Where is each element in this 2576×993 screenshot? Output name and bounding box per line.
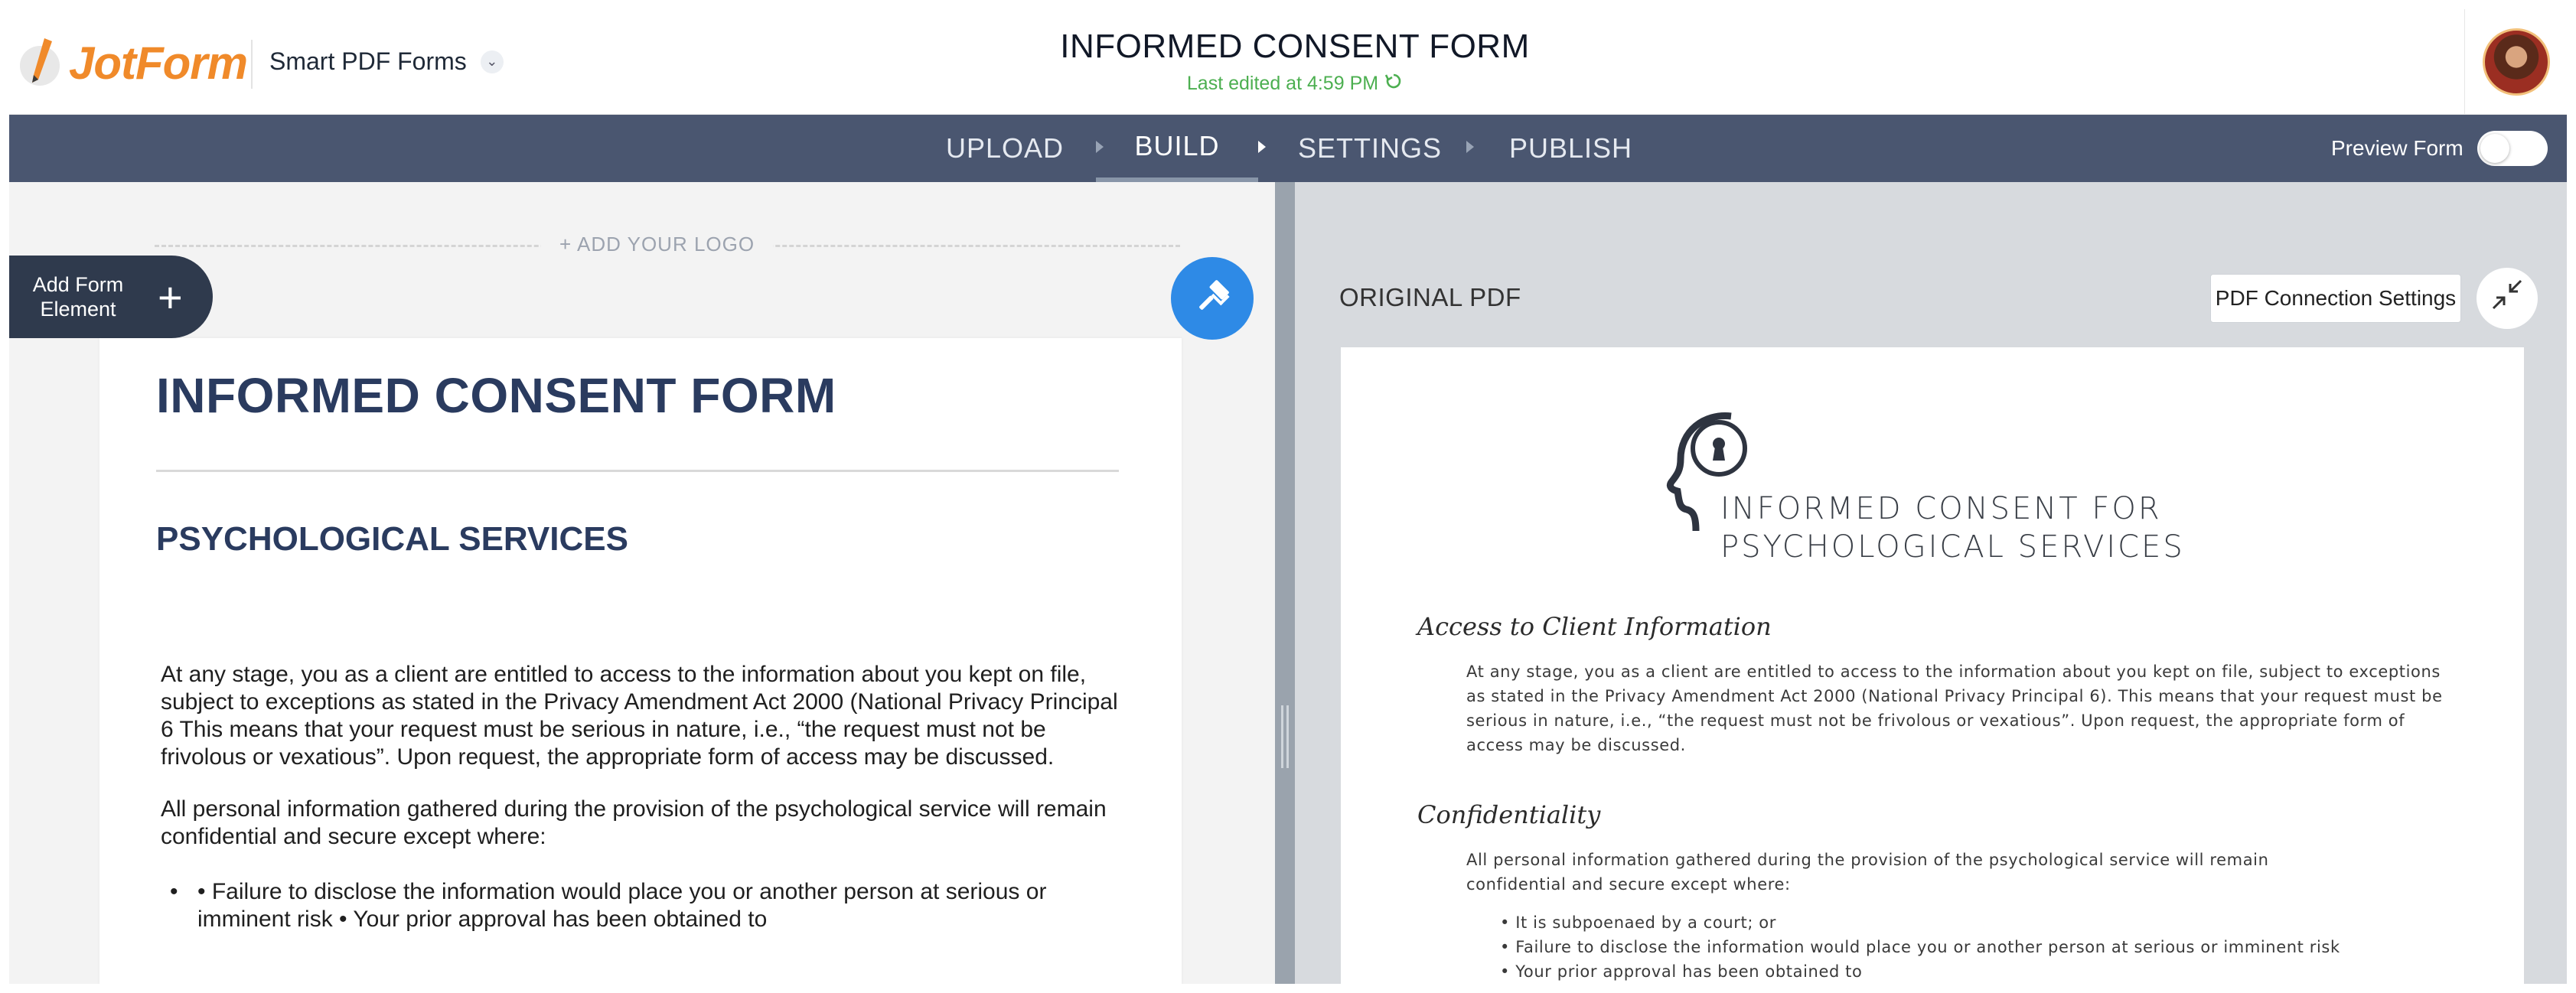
toggle-knob [2480,134,2509,163]
top-header [9,9,2567,115]
pdf-section-heading: Confidentiality [1417,800,1601,829]
revert-history-icon[interactable] [1384,72,1403,96]
tab-upload[interactable]: UPLOAD [946,132,1065,164]
list-item[interactable]: • • Failure to disclose the information would place you or another person at serious or imminent risk • Your prior approval has been obtained to [197,878,1101,933]
pdf-title-line1: INFORMED CONSENT FOR [1720,491,2162,526]
pdf-connection-settings-button[interactable]: PDF Connection Settings [2210,274,2461,323]
form-canvas [99,338,1182,984]
add-form-element-button[interactable] [9,256,213,338]
add-logo-link[interactable]: + ADD YOUR LOGO [541,233,773,256]
chevron-down-icon[interactable]: ⌄ [481,50,504,73]
add-form-element-label: Add Form Element [32,273,124,321]
app-frame [9,9,2567,984]
pdf-bullet-item: • Your prior approval has been obtained to [1500,962,1863,981]
jotform-logo[interactable] [18,32,247,93]
form-builder-pane [9,182,1275,984]
product-name: Smart PDF Forms [269,47,467,75]
header-divider [251,40,253,89]
pdf-page [1341,347,2524,984]
original-pdf-pane [1295,182,2567,984]
last-edited-status [928,72,1662,96]
paragraph-confidentiality[interactable]: All personal information gathered during the provision of the psychological service will remain confidential and secure except where: [161,796,1107,849]
product-switcher[interactable] [269,47,504,76]
brand-name: JotForm [69,37,247,89]
paragraph-access[interactable]: At any stage, you as a client are entitled to access to the information about you kept on file, subject to exceptions as stated in the Privacy Amendment Act 2000 (National Privacy Principal 6 This means that your request must be serious in nature, i.e., “the request must not be frivolous or vexatious”. Upon request, the appropriate form of access may be discussed. [161,662,1118,770]
pdf-section-heading: Access to Client Information [1417,612,1772,641]
pane-resize-handle[interactable] [1275,182,1295,984]
pdf-title [1720,490,2185,566]
last-edited-text: Last edited at 4:59 PM [1186,73,1379,94]
plus-icon: + [158,272,183,321]
preview-form-toggle[interactable] [2477,131,2548,166]
account-area [2464,9,2567,115]
paint-roller-icon [1192,277,1232,321]
collapse-pane-button[interactable] [2477,268,2538,329]
tab-publish[interactable]: PUBLISH [1509,132,1633,164]
form-subheading[interactable]: PSYCHOLOGICAL SERVICES [156,520,628,558]
drag-grip-icon [1281,705,1289,768]
pdf-bullet-item: • Failure to disclose the information would place you or another person at serious or imminent risk [1500,938,2340,956]
pdf-bullet-item: • It is subpoenaed by a court; or [1500,913,1776,932]
collapse-arrows-icon [2490,278,2524,319]
form-heading[interactable]: INFORMED CONSENT FORM [156,368,836,423]
preview-form-label: Preview Form [2331,136,2464,160]
original-pdf-label: ORIGINAL PDF [1339,283,1521,311]
user-avatar[interactable] [2483,28,2550,96]
step-arrow-icon [1258,141,1266,153]
pencil-logo-icon [18,35,64,90]
tab-build[interactable]: BUILD [1096,115,1258,182]
preview-form-control [2331,115,2548,182]
tab-settings[interactable]: SETTINGS [1298,132,1443,164]
wizard-nav [9,115,2567,182]
pdf-paragraph: All personal information gathered during the provision of the psychological service will remain confidential and secure except where: [1466,851,2269,894]
heading-divider [156,470,1119,472]
form-title-block [928,28,1662,96]
form-designer-button[interactable] [1171,257,1254,340]
step-arrow-icon [1466,141,1474,153]
pdf-title-line2: PSYCHOLOGICAL SERVICES [1720,529,2185,565]
pdf-paragraph: At any stage, you as a client are entitled to access to the information about you kept on file, subject to exceptions as stated in the Privacy Amendment Act 2000 (National Privacy Principal 6). This means that your request must be serious in nature, i.e., “the request must not be frivolous or vexatious”. Upon request, the appropriate form of access may be discussed. [1466,663,2443,754]
form-title[interactable]: INFORMED CONSENT FORM [1060,28,1530,65]
